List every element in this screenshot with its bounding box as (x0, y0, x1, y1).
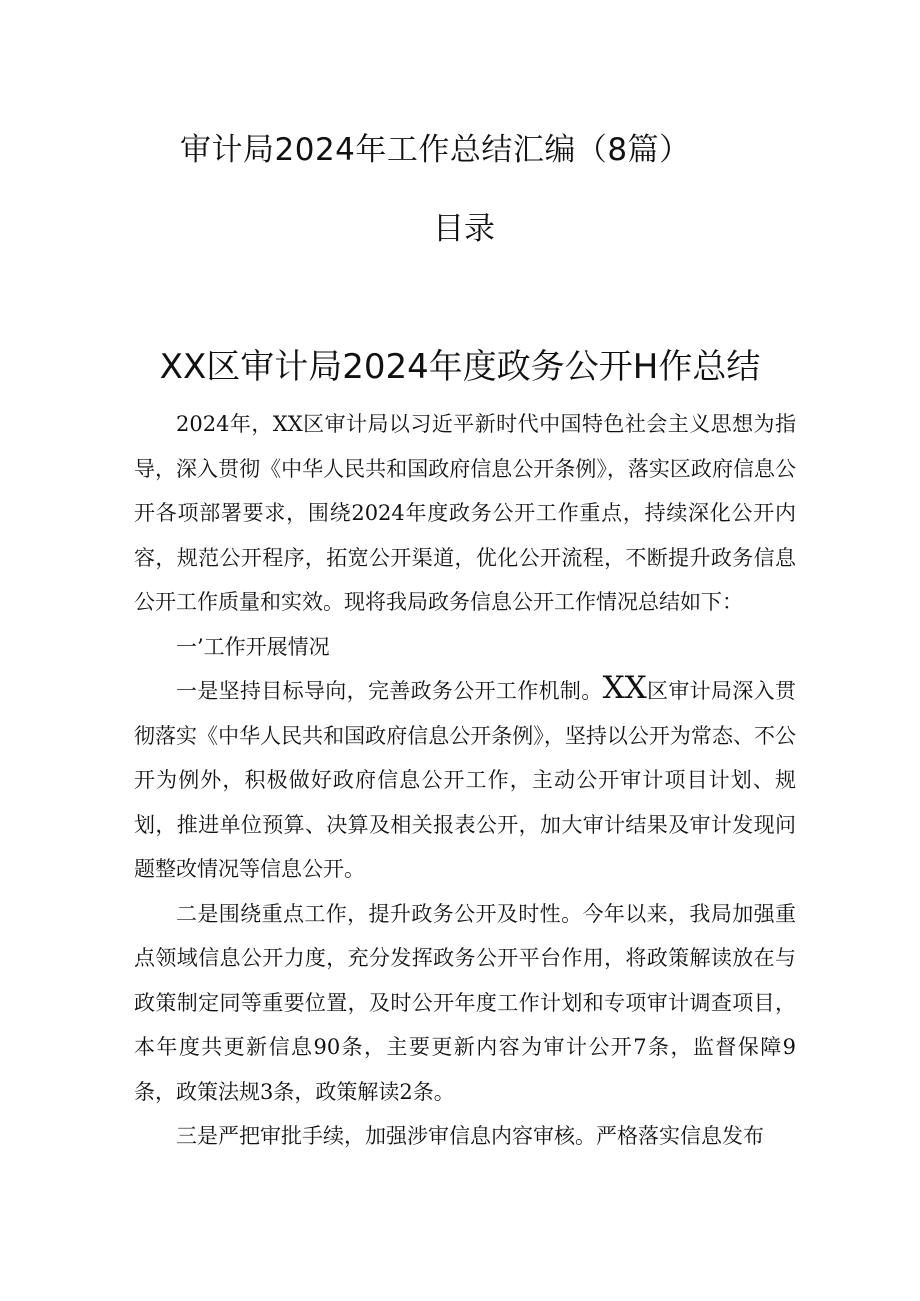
paragraph-one-lead: 一是坚持目标导向，完善政务公开工作机制。 (176, 679, 603, 703)
paragraph-one-xx: XX (602, 670, 647, 706)
paragraph-one-rest: 区审计局深入贯彻落实《中华人民共和国政府信息公开条例》，坚持以公开为常态、不公开为例外，积极做好政府信息公开工作，主动公开审计项目计划、规划，推进单位预算、决算及相关报表公开，加大审计结果及审计发现问题整改情况等信息公开。 (134, 679, 796, 881)
paragraph-two: 二是围绕重点工作，提升政务公开及时性。今年以来，我局加强重点领域信息公开力度，充分发挥政务公开平台作用，将政策解读放在与政策制定同等重要位置，及时公开年度工作计划和专项审计调查项目，本年度共更新信息90条，主要更新内容为审计公开7条，监督保障9条，政策法规3条，政策解读2条。 (134, 901, 796, 1104)
document-body (134, 402, 796, 1159)
paragraph-one (134, 669, 796, 892)
document-main-title: 审计局2024年工作总结汇编（8篇） (180, 132, 691, 168)
subheading-work-progress: 一’工作开展情况 (176, 634, 330, 659)
paragraph-three: 三是严把审批手续，加强涉审信息内容审核。严格落实信息发布 (176, 1124, 764, 1148)
table-of-contents-heading: 目录 (433, 211, 495, 247)
intro-paragraph: 2024年，XX区审计局以习近平新时代中国特色社会主义思想为指导，深入贯彻《中华人民共和国政府信息公开条例》，落实区政府信息公开各项部署要求，围绕2024年度政务公开工作重点，持续深化公开内容，规范公开程序，拓宽公开渠道，优化公开流程，不断提升政务信息公开工作质量和实效。现将我局政务信息公开工作情况总结如下： (134, 412, 796, 614)
section-title: XX区审计局2024年度政务公开H作总结 (159, 347, 761, 387)
